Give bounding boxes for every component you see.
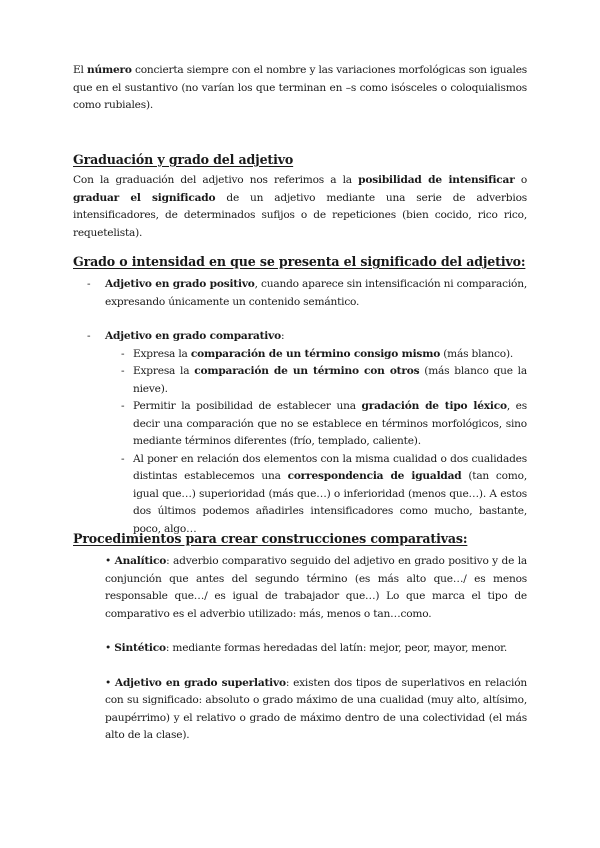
- superlativo-paragraph: [105, 675, 527, 745]
- graduacion-text-2: o: [514, 174, 527, 186]
- grado-positivo-label: Adjetivo en grado positivo: [105, 278, 255, 290]
- sub1-text-1: Expresa la: [133, 347, 191, 360]
- procedimientos-block: [105, 553, 527, 762]
- graduacion-text-3: de un adjetivo mediante una serie de adverbios intensificadores, de determinados sufijos o de repeticiones (bien cocido, rico rico, requetelista).: [73, 191, 527, 239]
- sub2-text-2: (más blanco que la nieve).: [133, 365, 527, 395]
- superlativo-label: Adjetivo en grado superlativo: [114, 676, 286, 689]
- list-item-grado-positivo: [73, 276, 527, 311]
- bullet-glyph: •: [105, 642, 115, 654]
- sintetico-label: Sintético: [114, 642, 166, 654]
- sub1-bold: comparación de un término consigo mismo: [190, 347, 441, 360]
- grado-positivo-text: , cuando aparece sin intensificación ni comparación, expresando únicamente un contenido semántico.: [105, 278, 527, 308]
- sub2-text-1: Expresa la: [133, 365, 195, 377]
- list-item-grado-comparativo: [73, 328, 527, 538]
- intro-paragraph: [73, 62, 527, 115]
- sub3-text-1: Permitir la posibilidad de establecer una: [133, 400, 362, 412]
- sub4-text-1: Al poner en relación dos elementos con la misma cualidad o dos cualidades distintas establecemos una: [133, 452, 527, 482]
- intro-text-2: concierta siempre con el nombre y las variaciones morfológicas son iguales que en el sustantivo (no varían los que terminan en –s como isósceles o coloquialismos como rubiales).: [73, 64, 528, 111]
- list-item-sub-3: [119, 398, 527, 451]
- analitico-text: : adverbio comparativo seguido del adjetivo en grado positivo y de la conjunción que antes del segundo término (es más alto que…/ es menos responsable que…/ es igual de trabajador que…) Lo que marca el tipo de comparativo es el adverbio utilizado: más, menos o tan…como.: [105, 555, 528, 620]
- section-heading-graduacion: Graduación y grado del adjetivo: [73, 152, 294, 167]
- sub1-text-2: (más blanco).: [440, 347, 514, 360]
- comparativo-sublist: [119, 346, 527, 539]
- grado-comparativo-colon: :: [280, 330, 285, 342]
- analitico-label: Analítico: [114, 555, 167, 567]
- section-heading-grado-intensidad: Grado o intensidad en que se presenta el significado del adjetivo:: [73, 254, 526, 269]
- bullet-glyph: •: [105, 555, 115, 567]
- list-item-sub-1: [119, 346, 527, 364]
- sub3-bold: gradación de tipo léxico: [361, 400, 507, 412]
- graduacion-bold-1: posibilidad de intensificar: [358, 174, 515, 186]
- sintetico-text: : mediante formas heredadas del latín: mejor, peor, mayor, menor.: [165, 642, 508, 654]
- grado-list: [73, 276, 527, 538]
- analitico-paragraph: [105, 553, 527, 623]
- intro-text-1: El: [73, 64, 87, 76]
- list-item-sub-4: [119, 451, 527, 539]
- bullet-glyph: •: [105, 676, 115, 689]
- intro-bold-numero: número: [86, 64, 132, 76]
- sub3-text-2: , es decir una comparación que no se establece en términos morfológicos, sino mediante términos diferentes (frío, templado, caliente).: [133, 400, 527, 447]
- section-heading-procedimientos: Procedimientos para crear construcciones comparativas:: [73, 531, 468, 546]
- graduacion-bold-2: graduar el significado: [73, 191, 216, 204]
- graduacion-text-1: Con la graduación del adjetivo nos referimos a la: [73, 174, 359, 186]
- sub4-text-2: (tan como, igual que…) superioridad (más que…) o inferioridad (menos que…). A estos dos últimos podemos añadirles intensificadores como mucho, bastante, poco, algo…: [133, 470, 527, 535]
- sub2-bold: comparación de un término con otros: [194, 365, 420, 377]
- list-item-sub-2: [119, 363, 527, 398]
- graduacion-paragraph: [73, 172, 527, 242]
- grado-comparativo-label: Adjetivo en grado comparativo: [105, 330, 281, 342]
- superlativo-text: : existen dos tipos de superlativos en relación con su significado: absoluto o grado máximo de una cualidad (muy alto, altísimo, paupérrimo) y el relativo o grado de máximo dentro de una colectividad (el más alto de la clase).: [105, 676, 527, 741]
- sub4-bold: correspondencia de igualdad: [287, 470, 462, 482]
- sintetico-paragraph: [105, 640, 527, 658]
